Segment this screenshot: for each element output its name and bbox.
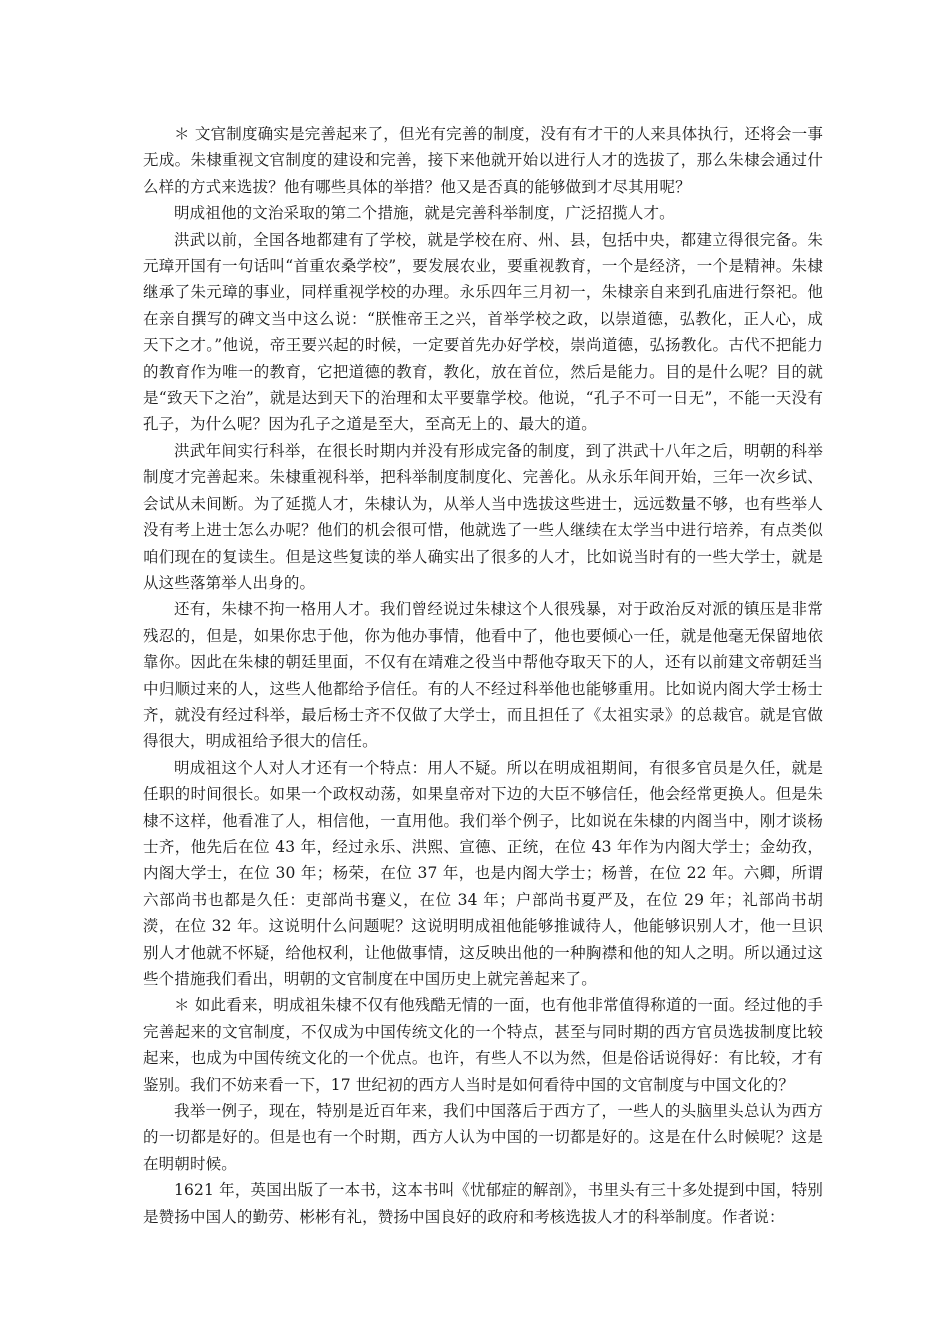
paragraph: 洪武年间实行科举，在很长时期内并没有形成完备的制度，到了洪武十八年之后，明朝的科举制度才完善起来。朱棣重视科举，把科举制度制度化、完善化。从永乐年间开始，三年一次乡试、会试从未间断。为了延揽人才，朱棣认为，从举人当中选拔这些进士，远远数量不够，也有些举人没有考上进士怎么办呢？他们的机会很可惜，他就选了一些人继续在太学当中进行培养，有点类似咱们现在的复读生。但是这些复读的举人确实出了很多的人才，比如说当时有的一些大学士，就是从这些落第举人出身的。 — [143, 441, 823, 592]
paragraph: 1621 年，英国出版了一本书，这本书叫《忧郁症的解剖》，书里头有三十多处提到中国，特别是赞扬中国人的勤劳、彬彬有礼，赞扬中国良好的政府和考核选拔人才的科举制度。作者说： — [143, 1181, 823, 1226]
paragraph: 洪武以前，全国各地都建有了学校，就是学校在府、州、县，包括中央，都建立得很完备。朱元璋开国有一句话叫“首重农桑学校”，要发展农业，要重视教育，一个是经济，一个是精神。朱棣继承了朱元璋的事业，同样重视学校的办理。永乐四年三月初一，朱棣亲自来到孔庙进行祭祀。他在亲自撰写的碑文当中这么说：“朕惟帝王之兴，首举学校之政，以崇道德，弘教化，正人心，成天下之才。”他说，帝王要兴起的时候，一定要首先办好学校，崇尚道德，弘扬教化。古代不把能力的教育作为唯一的教育，它把道德的教育，教化，放在首位，然后是能力。目的是什么呢？目的就是“致天下之治”，就是达到天下的治理和太平要靠学校。他说，“孔子不可一日无”，不能一天没有孔子，为什么呢？因为孔子之道是至大，至高无上的、最大的道。 — [143, 230, 823, 434]
paragraph: 明成祖这个人对人才还有一个特点：用人不疑。所以在明成祖期间，有很多官员是久任，就是任职的时间很长。如果一个政权动荡，如果皇帝对下边的大臣不够信任，他会经常更换人。但是朱棣不这样，他看准了人，相信他，一直用他。我们举个例子，比如说在朱棣的内阁当中，刚才谈杨士齐，他先后在位 43 年，经过永乐、洪熙、宣德、正统，在位 43 年作为内阁大学士；金幼孜，内阁大学士，在位 30 年；杨荣，在位 37 年，也是内阁大学士；杨普，在位 22 年。六卿，所谓六部尚书也都是久任：吏部尚书蹇义，在位 34 年；户部尚书夏严及，在位 29 年；礼部尚书胡濙，在位 32 年。这说明什么问题呢？这说明明成祖他能够推诚待人，他能够识别人才，他一旦识别人才他就不怀疑，给他权利，让他做事情，这反映出他的一种胸襟和他的知人之明。所以通过这些个措施我们看出，明朝的文官制度在中国历史上就完善起来了。 — [143, 758, 823, 988]
paragraph: 还有，朱棣不拘一格用人才。我们曾经说过朱棣这个人很残暴，对于政治反对派的镇压是非常残忍的，但是，如果你忠于他，你为他办事情，他看中了，他也要倾心一任，就是他毫无保留地依靠你。因此在朱棣的朝廷里面，不仅有在靖难之役当中帮他夺取天下的人，还有以前建文帝朝廷当中归顺过来的人，这些人他都给予信任。有的人不经过科举他也能够重用。比如说内阁大学士杨士齐，就没有经过科举，最后杨士齐不仅做了大学士，而且担任了《太祖实录》的总裁官。就是官做得很大，明成祖给予很大的信任。 — [143, 600, 823, 751]
paragraph: 明成祖他的文治采取的第二个措施，就是完善科举制度，广泛招揽人才。 — [174, 204, 675, 223]
document-body — [143, 121, 823, 1230]
paragraph: ＊ 如此看来，明成祖朱棣不仅有他残酷无情的一面，也有他非常值得称道的一面。经过他的手完善起来的文官制度，不仅成为中国传统文化的一个特点，甚至与同时期的西方官员选拔制度比较起来，也成为中国传统文化的一个优点。也许，有些人不以为然，但是俗话说得好：有比较，才有鉴别。我们不妨来看一下，17 世纪初的西方人当时是如何看待中国的文官制度与中国文化的？ — [143, 996, 823, 1094]
paragraph: ＊ 文官制度确实是完善起来了，但光有完善的制度，没有有才干的人来具体执行，还将会一事无成。朱棣重视文官制度的建设和完善，接下来他就开始以进行人才的选拔了，那么朱棣会通过什么样的方式来选拔？他有哪些具体的举措？他又是否真的能够做到才尽其用呢？ — [143, 125, 823, 196]
paragraph: 我举一例子，现在，特别是近百年来，我们中国落后于西方了，一些人的头脑里头总认为西方的一切都是好的。但是也有一个时期，西方人认为中国的一切都是好的。这是在什么时候呢？这是在明朝时候。 — [143, 1102, 823, 1173]
